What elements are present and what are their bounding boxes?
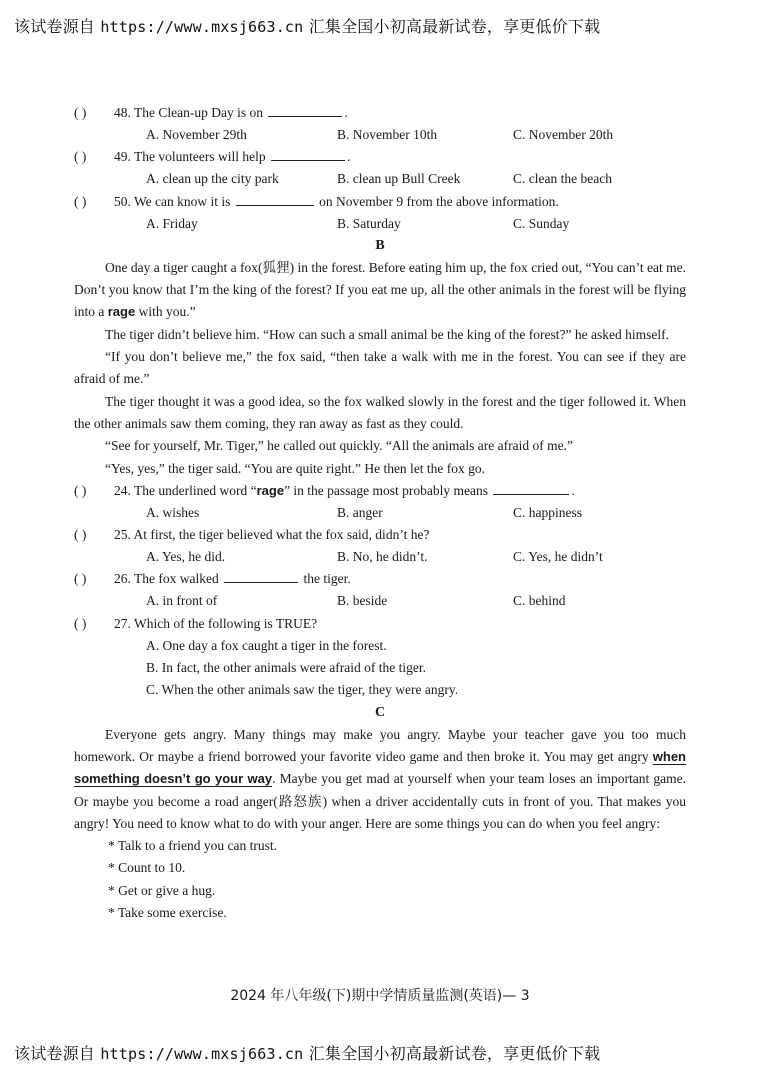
question-text-end: on November 9 from the above information. <box>315 193 559 209</box>
section-c-heading: C <box>374 704 386 720</box>
passage-c-paragraph <box>74 724 686 835</box>
option-a[interactable]: A. Friday <box>146 215 198 231</box>
answer-bracket[interactable]: ( ) <box>74 149 87 165</box>
keyword-rage: rage <box>256 482 285 498</box>
question-text: 48. The Clean-up Day is on <box>114 105 267 120</box>
option-c[interactable]: C. When the other animals saw the tiger, they were angry. <box>146 682 459 698</box>
passage-b-paragraph-4: The tiger thought it was a good idea, so the fox walked slowly in the forest and the tiger followed it. When the other animals saw them coming, they ran away as fast as they could. <box>74 393 686 431</box>
options-25 <box>74 546 686 568</box>
question-49 <box>74 146 686 168</box>
passage-b-paragraph-5: “See for yourself, Mr. Tiger,” he called out quickly. “All the animals are afraid of me.” <box>105 438 573 454</box>
answer-bracket[interactable]: ( ) <box>74 105 87 120</box>
source-banner-top <box>14 14 600 37</box>
option-b[interactable]: B. November 10th <box>337 127 438 142</box>
passage-b-paragraph-2: The tiger didn’t believe him. “How can such a small animal be the king of the forest?” he asked himself. <box>105 326 669 342</box>
options-48 <box>74 124 686 146</box>
option-c[interactable]: C. happiness <box>513 504 582 520</box>
passage-b-paragraph-1 <box>74 257 686 324</box>
option-b[interactable]: B. In fact, the other animals were afraid of the tiger. <box>146 660 427 676</box>
question-text: 25. At first, the tiger believed what the fox said, didn’t he? <box>114 527 430 543</box>
option-b[interactable]: B. anger <box>337 504 383 520</box>
answer-blank[interactable] <box>224 568 298 583</box>
question-25 <box>74 524 686 546</box>
question-26 <box>74 568 686 590</box>
question-24 <box>74 480 686 502</box>
answer-bracket[interactable]: ( ) <box>74 527 87 543</box>
answer-blank[interactable] <box>493 480 569 495</box>
banner-prefix: 该试卷源自 <box>14 1044 96 1063</box>
banner-suffix: 汇集全国小初高最新试卷，享更低价下载 <box>308 17 601 36</box>
question-text: 27. Which of the following is TRUE? <box>114 615 318 631</box>
tip-item: * Count to 10. <box>108 860 186 876</box>
question-text: 24. The underlined word “ <box>114 482 257 498</box>
question-text: 49. The volunteers will help <box>114 149 269 165</box>
question-text-end: . <box>571 482 575 498</box>
options-50 <box>74 213 686 235</box>
question-text-end: . <box>346 149 351 165</box>
answer-bracket[interactable]: ( ) <box>74 615 87 631</box>
option-c[interactable]: C. November 20th <box>513 127 614 142</box>
banner-prefix: 该试卷源自 <box>14 17 96 36</box>
exam-content <box>74 102 686 924</box>
answer-blank[interactable] <box>236 191 314 206</box>
question-text-end: the tiger. <box>300 571 351 587</box>
option-b[interactable]: B. No, he didn’t. <box>337 549 428 565</box>
option-a[interactable]: A. November 29th <box>146 127 247 142</box>
question-text: 50. We can know it is <box>114 193 234 209</box>
option-c[interactable]: C. clean the beach <box>513 171 612 187</box>
option-b[interactable]: B. Saturday <box>337 215 401 231</box>
answer-bracket[interactable]: ( ) <box>74 193 87 209</box>
tip-item: * Talk to a friend you can trust. <box>108 838 278 854</box>
options-24 <box>74 502 686 524</box>
answer-bracket[interactable]: ( ) <box>74 571 87 587</box>
question-text-end: . <box>344 105 348 120</box>
option-c[interactable]: C. behind <box>513 593 566 609</box>
banner-suffix: 汇集全国小初高最新试卷，享更低价下载 <box>308 1044 601 1063</box>
option-a[interactable]: A. clean up the city park <box>146 171 279 187</box>
source-banner-bottom <box>14 1041 600 1064</box>
answer-blank[interactable] <box>268 102 342 117</box>
option-a[interactable]: A. in front of <box>146 593 218 609</box>
option-c[interactable]: C. Yes, he didn’t <box>513 549 603 565</box>
option-a[interactable]: A. One day a fox caught a tiger in the forest. <box>146 637 387 653</box>
tip-item: * Get or give a hug. <box>108 882 216 898</box>
keyword-rage: rage <box>107 304 136 320</box>
paragraph-text-end: with you.” <box>135 304 196 320</box>
options-26 <box>74 590 686 612</box>
underlined-phrase: when something doesn’t go your way <box>74 748 686 787</box>
option-b[interactable]: B. beside <box>337 593 388 609</box>
options-49 <box>74 168 686 190</box>
question-50 <box>74 191 686 213</box>
question-text-mid: ” in the passage most probably means <box>284 482 492 498</box>
tip-item: * Take some exercise. <box>108 905 227 921</box>
option-a[interactable]: A. wishes <box>146 504 200 520</box>
page-footer: 2024 年八年级(下)期中学情质量监测(英语)— 3 <box>230 988 530 1004</box>
banner-url[interactable]: https://www.mxsj663.cn <box>100 1045 304 1063</box>
passage-b-paragraph-6: “Yes, yes,” the tiger said. “You are quite right.” He then let the fox go. <box>105 460 486 476</box>
option-a[interactable]: A. Yes, he did. <box>146 549 226 565</box>
option-c[interactable]: C. Sunday <box>513 215 570 231</box>
question-text: 26. The fox walked <box>114 571 223 587</box>
paragraph-text: Everyone gets angry. Many things may make you angry. Maybe your teacher gave you too much homework. Or maybe a friend borrowed your favorite video game and then broke it. You may get angry <box>74 726 686 764</box>
question-27 <box>74 613 686 635</box>
paragraph-text-end: . Maybe you get mad at yourself when your team loses an important game. Or maybe you become a road anger(路怒族) when a driver accidentally cuts in front of you. That makes you angry! You need to know what to do with your anger. Here are some things you can do when you feel angry: <box>74 771 686 831</box>
answer-bracket[interactable]: ( ) <box>74 482 87 498</box>
question-48 <box>74 102 686 124</box>
section-b-heading: B <box>375 237 385 253</box>
paragraph-text: One day a tiger caught a fox(狐狸) in the forest. Before eating him up, the fox cried out, “You can’t eat me. Don’t you know that I’m the king of the forest? If you eat me up, all the other animals in the forest will be flying into a <box>74 259 686 320</box>
option-b[interactable]: B. clean up Bull Creek <box>337 171 461 187</box>
passage-b-paragraph-3: “If you don’t believe me,” the fox said, “then take a walk with me in the forest. You can see if they are afraid of me.” <box>74 349 686 387</box>
banner-url[interactable]: https://www.mxsj663.cn <box>100 18 304 36</box>
answer-blank[interactable] <box>271 146 345 161</box>
